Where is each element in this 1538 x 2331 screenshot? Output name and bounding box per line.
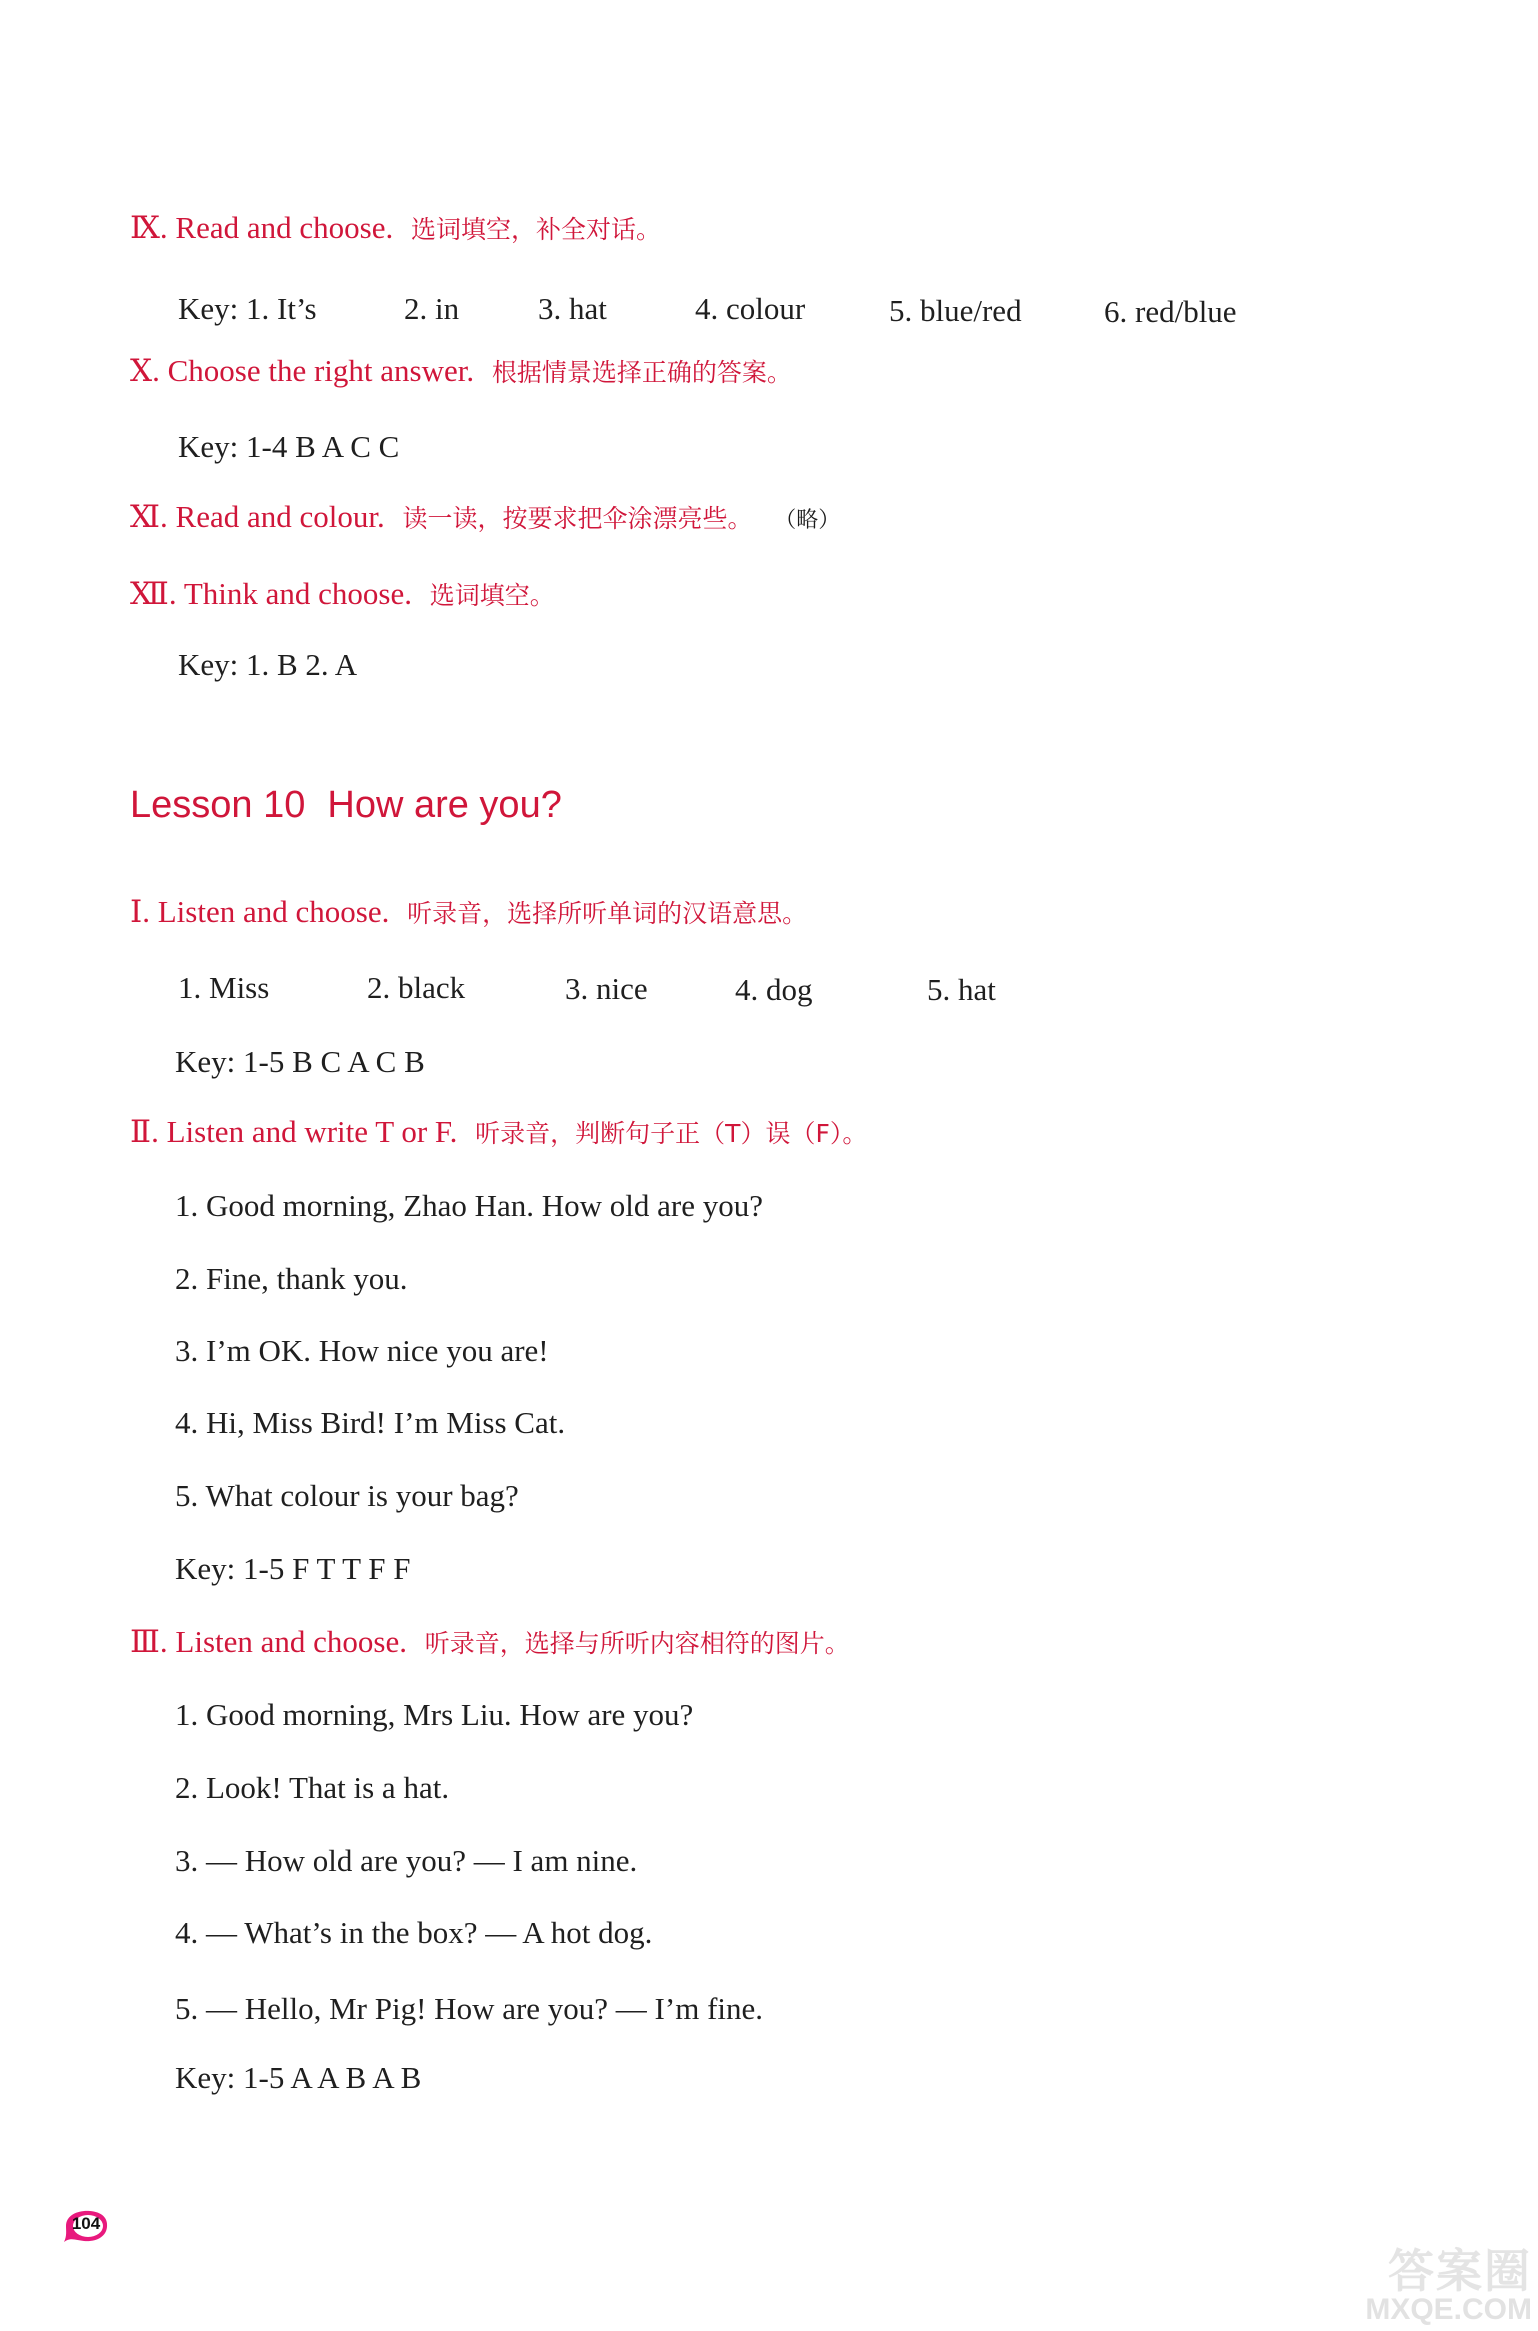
section-title: Listen and choose. [175,1624,407,1659]
section-instruction-cn: 根据情景选择正确的答案。 [491,358,792,387]
omitted-note: （略） [774,508,841,533]
dialogue-line: 3. — How old are you? — I am nine. [175,1843,638,1878]
dialogue-line: 1. Good morning, Mrs Liu. How are you? [175,1697,694,1732]
section-iii-heading [130,1624,850,1660]
section-x-heading [130,353,792,389]
section-i-heading [130,894,807,930]
section-numeral: Ⅰ. [130,894,150,929]
section-ii-heading [130,1114,867,1150]
section-numeral: Ⅹ. [130,353,160,388]
section-instruction-cn: 选词填空。 [429,581,555,610]
section-title: Listen and write T or F. [166,1114,458,1149]
section-title: Think and choose. [183,576,412,611]
watermark [1365,2235,1532,2327]
section-title: Choose the right answer. [167,353,475,388]
section-title: Listen and choose. [157,894,390,929]
section-instruction-cn: 选词填空，补全对话。 [410,215,661,244]
page-number-badge [62,2206,110,2246]
lesson-name: How are you? [327,784,562,826]
key-iii: Key: 1-5 A A B A B [175,2060,422,2095]
page-number: 104 [71,2214,101,2233]
key-ix-item: 4. colour [695,291,806,326]
lesson-title [130,784,562,827]
section-instruction-cn: 听录音，判断句子正（T）误（F）。 [475,1119,868,1148]
key-ix-item: Key: 1. It’s [178,291,317,326]
section-ix-heading [130,210,661,246]
dialogue-line: 4. — What’s in the box? — A hot dog. [175,1915,653,1950]
key-ix-item: 3. hat [538,291,607,326]
statement-line: 3. I’m OK. How nice you are! [175,1333,549,1368]
section-xi-heading [130,499,840,535]
section-numeral: Ⅸ. [130,210,168,245]
word-item: 5. hat [927,972,996,1007]
section-title: Read and colour. [175,499,385,534]
key-ix-item: 5. blue/red [889,293,1022,328]
dialogue-line: 2. Look! That is a hat. [175,1770,450,1805]
dialogue-line: 5. — Hello, Mr Pig! How are you? — I’m fine. [175,1991,764,2026]
word-item: 2. black [367,970,466,1005]
statement-line: 1. Good morning, Zhao Han. How old are you? [175,1188,764,1223]
word-item: 4. dog [735,972,813,1007]
key-ix-item: 6. red/blue [1104,294,1237,329]
key-i: Key: 1-5 B C A C B [175,1044,425,1079]
section-numeral: Ⅺ. [130,499,168,534]
statement-line: 2. Fine, thank you. [175,1261,408,1296]
statement-line: 4. Hi, Miss Bird! I’m Miss Cat. [175,1405,566,1440]
word-item: 3. nice [565,971,648,1006]
section-xii-heading [130,576,555,612]
key-ii: Key: 1-5 F T T F F [175,1551,411,1586]
key-xii: Key: 1. B 2. A [178,647,358,682]
statement-line: 5. What colour is your bag? [175,1478,519,1513]
watermark-text-cn: 答案圈 [1388,2245,1532,2297]
section-numeral: Ⅲ. [130,1624,168,1659]
lesson-label: Lesson 10 [130,784,306,826]
section-instruction-cn: 听录音，选择所听单词的汉语意思。 [407,899,808,928]
section-numeral: Ⅱ. [130,1114,159,1149]
watermark-url: MXQE.COM [1365,2293,1532,2326]
section-instruction-cn: 听录音，选择与所听内容相符的图片。 [424,1629,850,1658]
key-x: Key: 1-4 B A C C [178,429,400,464]
section-title: Read and choose. [175,210,394,245]
section-instruction-cn: 读一读，按要求把伞涂漂亮些。 [402,504,753,533]
word-item: 1. Miss [178,970,270,1005]
section-numeral: Ⅻ. [130,576,177,611]
key-ix-item: 2. in [404,291,460,326]
